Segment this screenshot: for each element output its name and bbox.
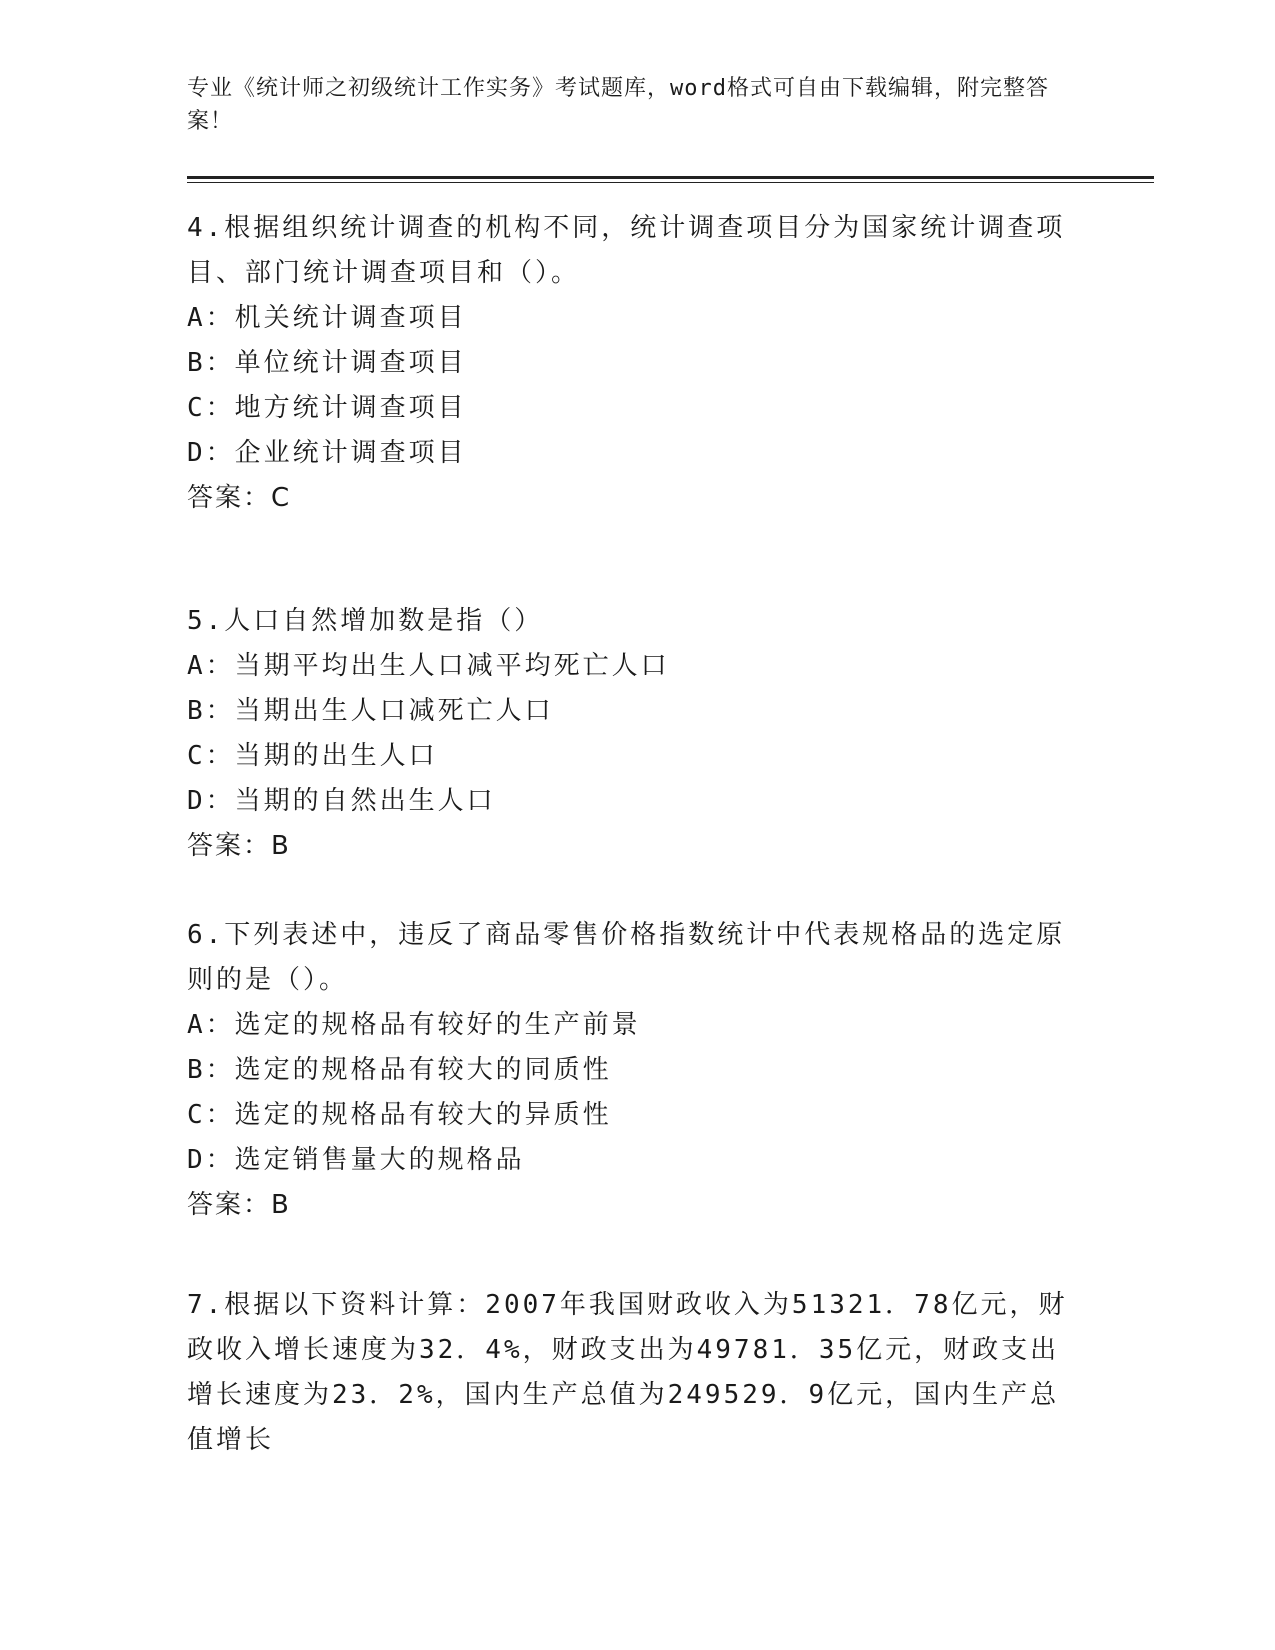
- question-stem: 7.根据以下资料计算：2007年我国财政收入为51321．78亿元，财政收入增长速度为32．4%，财政支出为49781．35亿元，财政支出增长速度为23．2%，国内生产总值为249529．9亿元，国内生产总值增长: [187, 1290, 1068, 1455]
- option-a: A：当期平均出生人口减平均死亡人口: [187, 651, 670, 681]
- option-a: A：选定的规格品有较好的生产前景: [187, 1010, 641, 1040]
- option-c: C：地方统计调查项目: [187, 393, 467, 423]
- option-d: D：选定销售量大的规格品: [187, 1145, 525, 1175]
- document-header: 专业《统计师之初级统计工作实务》考试题库，word格式可自由下载编辑，附完整答案！: [187, 76, 1049, 134]
- option-c: C：当期的出生人口: [187, 741, 438, 771]
- header-divider: [187, 176, 1154, 179]
- question-stem: 5.人口自然增加数是指（）: [187, 606, 544, 636]
- question-4: [187, 206, 1087, 521]
- answer: 答案：B: [187, 1190, 291, 1220]
- option-d: D：当期的自然出生人口: [187, 786, 496, 816]
- question-stem: 6.下列表述中，违反了商品零售价格指数统计中代表规格品的选定原则的是（）。: [187, 920, 1066, 995]
- option-b: B：选定的规格品有较大的同质性: [187, 1055, 612, 1085]
- question-7: [187, 1283, 1087, 1463]
- option-b: B：单位统计调查项目: [187, 348, 467, 378]
- question-stem: 4.根据组织统计调查的机构不同，统计调查项目分为国家统计调查项目、部门统计调查项目和（）。: [187, 213, 1066, 288]
- option-c: C：选定的规格品有较大的异质性: [187, 1100, 612, 1130]
- answer: 答案：C: [187, 483, 292, 513]
- option-b: B：当期出生人口减死亡人口: [187, 696, 554, 726]
- question-6: [187, 913, 1087, 1228]
- question-5: [187, 599, 1087, 869]
- option-a: A：机关统计调查项目: [187, 303, 467, 333]
- option-d: D：企业统计调查项目: [187, 438, 467, 468]
- header-divider-thin: [187, 182, 1154, 183]
- answer: 答案：B: [187, 831, 291, 861]
